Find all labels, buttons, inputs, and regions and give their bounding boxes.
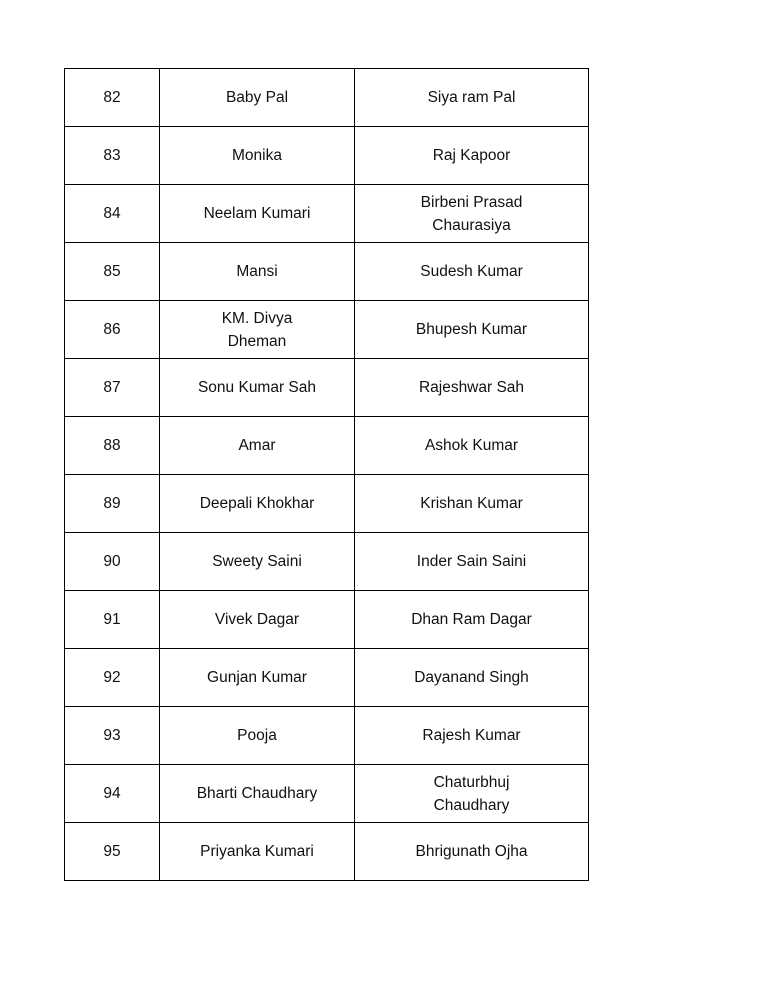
name-cell	[160, 533, 355, 591]
name-text: Mansi	[236, 263, 278, 280]
table-row	[65, 359, 589, 417]
serial-number-cell: 84	[65, 185, 160, 243]
father-name-cell	[355, 301, 589, 359]
name-cell	[160, 707, 355, 765]
serial-number-cell: 86	[65, 301, 160, 359]
father-name-text: Siya ram Pal	[427, 89, 516, 106]
father-name-text: Bhrigunath Ojha	[415, 843, 528, 860]
name-cell	[160, 69, 355, 127]
name-text: Sweety Saini	[212, 553, 302, 570]
father-name-cell	[355, 475, 589, 533]
father-name-text: Sudesh Kumar	[420, 263, 523, 280]
serial-number-cell: 89	[65, 475, 160, 533]
table-row	[65, 649, 589, 707]
serial-number-cell: 95	[65, 823, 160, 881]
father-name-text: Bhupesh Kumar	[415, 321, 528, 338]
father-name-text: Dhan Ram Dagar	[411, 611, 532, 628]
table-row	[65, 475, 589, 533]
name-text: Amar	[238, 437, 276, 454]
serial-number-cell: 94	[65, 765, 160, 823]
name-cell	[160, 359, 355, 417]
name-text: Priyanka Kumari	[200, 843, 314, 860]
table-row	[65, 243, 589, 301]
name-cell	[160, 765, 355, 823]
serial-number-cell: 91	[65, 591, 160, 649]
name-cell	[160, 649, 355, 707]
table-row	[65, 417, 589, 475]
father-name-cell	[355, 359, 589, 417]
father-name-text: Krishan Kumar	[420, 495, 523, 512]
table-row	[65, 707, 589, 765]
name-cell	[160, 243, 355, 301]
father-name-cell	[355, 823, 589, 881]
serial-number-cell: 87	[65, 359, 160, 417]
records-table-body	[65, 69, 589, 881]
father-name-cell	[355, 185, 589, 243]
father-name-cell	[355, 243, 589, 301]
father-name-cell	[355, 649, 589, 707]
father-name-cell	[355, 707, 589, 765]
name-cell	[160, 823, 355, 881]
father-name-text: Rajesh Kumar	[422, 727, 521, 744]
table-row	[65, 69, 589, 127]
name-text: Gunjan Kumar	[207, 669, 307, 686]
father-name-cell	[355, 533, 589, 591]
father-name-cell	[355, 69, 589, 127]
father-name-text: Dayanand Singh	[414, 669, 529, 686]
serial-number-cell: 82	[65, 69, 160, 127]
serial-number-cell: 90	[65, 533, 160, 591]
table-row	[65, 127, 589, 185]
table-row	[65, 533, 589, 591]
name-cell	[160, 127, 355, 185]
name-cell	[160, 417, 355, 475]
father-name-text: Chaturbhuj Chaudhary	[433, 773, 510, 814]
table-row	[65, 823, 589, 881]
name-cell	[160, 475, 355, 533]
father-name-text: Rajeshwar Sah	[418, 379, 525, 396]
father-name-text: Inder Sain Saini	[416, 553, 527, 570]
name-text: Monika	[232, 147, 282, 164]
father-name-cell	[355, 765, 589, 823]
records-table	[64, 68, 589, 881]
name-text: Sonu Kumar Sah	[197, 379, 317, 396]
father-name-text: Ashok Kumar	[424, 437, 519, 454]
table-row	[65, 185, 589, 243]
father-name-text: Birbeni Prasad Chaurasiya	[420, 193, 523, 234]
serial-number-cell: 88	[65, 417, 160, 475]
father-name-text: Raj Kapoor	[432, 147, 511, 164]
name-text: Bharti Chaudhary	[196, 785, 318, 802]
name-text: Neelam Kumari	[203, 205, 311, 222]
table-row	[65, 301, 589, 359]
serial-number-cell: 92	[65, 649, 160, 707]
serial-number-cell: 83	[65, 127, 160, 185]
name-text: Deepali Khokhar	[199, 495, 315, 512]
name-cell	[160, 301, 355, 359]
father-name-cell	[355, 127, 589, 185]
father-name-cell	[355, 591, 589, 649]
table-row	[65, 591, 589, 649]
table-row	[65, 765, 589, 823]
name-cell	[160, 185, 355, 243]
name-text: Pooja	[237, 727, 277, 744]
name-text: KM. Divya Dheman	[221, 309, 293, 350]
name-text: Baby Pal	[225, 89, 289, 106]
serial-number-cell: 93	[65, 707, 160, 765]
name-text: Vivek Dagar	[214, 611, 300, 628]
name-cell	[160, 591, 355, 649]
serial-number-cell: 85	[65, 243, 160, 301]
father-name-cell	[355, 417, 589, 475]
